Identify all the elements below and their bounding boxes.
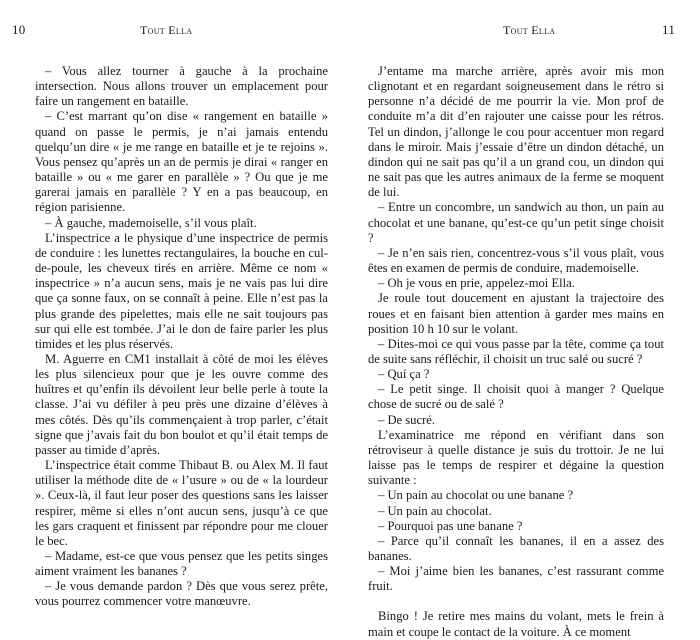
paragraph: – Entre un concombre, un sandwich au thon, un pain au chocolat et une banane, qu’est-ce qu’un petit singe choisit ?	[368, 200, 664, 245]
paragraph: – Un pain au chocolat.	[378, 503, 492, 518]
page-number: 11	[662, 22, 676, 37]
paragraph: L’inspectrice était comme Thibaut B. ou Alex M. Il faut utiliser la méthode dite de « l’usure » ou de « la lourdeur ». Ceux-là, il faut leur poser des questions sans les laisser respirer, même si elles n’ont aucun sens, jusqu’à ce que les gars craquent et finissent par répondre pour me clouer le bec.	[35, 458, 328, 548]
paragraph: – Madame, est-ce que vous pensez que les petits singes aiment vraiment les bananes ?	[35, 549, 328, 579]
paragraph: M. Aguerre en CM1 installait à côté de moi les élèves les plus silencieux pour que je les ouvre comme des huîtres et qu’enfin ils dévoilent leur belle perle à toute la classe. J’ai vu défiler à peu près une dizaine d’élèves à mes côtés. Dès qu’ils commençaient à trop parler, c’était signe que j’avais fait du bon boulot et qu’il était temps de passer au timide d’après.	[35, 351, 328, 457]
running-head: Tout Ella	[503, 23, 556, 37]
page-body	[368, 64, 664, 640]
paragraph: J’entame ma marche arrière, après avoir mis mon clignotant et en regardant soigneusement dans le rétro si personne n’a décidé de me pourrir la vie. Mon prof de conduite m’a dit d’en rajouter une caisse pour les rétros. Tel un dindon, j’allonge le cou pour accentuer mon regard dans le miroir. Mais j’essaie d’être un dindon détaché, un dindon qui ne sait pas qu’il a un grand cou, un dindon qui ne sait pas que les autres animaux de la ferme se moquent de lui.	[368, 64, 664, 200]
paragraph: – C’est marrant qu’on dise « rangement en bataille » quand on passe le permis, je n’ai jamais entendu quelqu’un dire « je me range en bataille et je te rejoins ». Vous pensez qu’après un an de permis je dirai « ranger en bataille » ou « me garer en parallèle » ? Ou que je me garerai jamais en parallèle ? Y en a pas beaucoup, en région parisienne.	[35, 109, 328, 215]
page-number: 10	[12, 22, 26, 37]
paragraph: – Je n’en sais rien, concentrez-vous s’il vous plaît, vous êtes en examen de permis de conduire, mademoiselle.	[368, 245, 664, 276]
paragraph: – De sucré.	[378, 412, 435, 427]
paragraph: – Quí ça ?	[378, 367, 430, 382]
paragraph: – Le petit singe. Il choisit quoi à manger ? Quelque chose de sucré ou de salé ?	[368, 382, 664, 412]
paragraph: – Pourquoi pas une banane ?	[378, 518, 523, 533]
paragraph: – Vous allez tourner à gauche à la prochaine intersection. Nous allons trouver un emplacement pour faire un rangement en bataille.	[35, 64, 328, 109]
paragraph: – Dites-moi ce qui vous passe par la tête, comme ça tout de suite sans réfléchir, il choisit un truc salé ou sucré ?	[368, 336, 664, 366]
paragraph: – Un pain au chocolat ou une banane ?	[378, 488, 574, 503]
paragraph: – Oh je vous en prie, appelez-moi Ella.	[378, 276, 575, 291]
paragraph: L’examinatrice me répond en vérifiant dans son rétroviseur à quelle distance je suis du trottoir. Je ne lui laisse pas le temps de respirer et dégaine la question suivante :	[368, 427, 664, 488]
paragraph: – Je vous demande pardon ? Dès que vous serez prête, vous pourrez commencer votre manœuvre.	[35, 579, 328, 609]
paragraph: Je roule tout doucement en ajustant la trajectoire des roues et en faisant bien attention à garder mes mains en position 10 h 10 sur le volant.	[368, 291, 664, 336]
running-head: Tout Ella	[140, 23, 193, 37]
paragraph: L’inspectrice a le physique d’une inspectrice de permis de conduire : les lunettes rectangulaires, la bouche en cul-de-poule, les cheveux tirés en arrière. Même ce nom « inspectrice » n’a aucun sens, mais je ne vais pas lui dire que ça sonne faux, on se connaît à peine. Elle n’est pas la plus grande des pipelettes, mais elle ne sait toujours pas sur qui elle est tombée. J’ai le don de faire parler les plus timides et les plus réservés.	[35, 230, 328, 351]
page-body	[35, 64, 328, 610]
paragraph: – Moi j’aime bien les bananes, c’est rassurant comme fruit.	[368, 564, 664, 594]
left-page	[0, 0, 350, 609]
paragraph: – À gauche, mademoiselle, s’il vous plaît.	[45, 215, 257, 230]
paragraph: – Parce qu’il connaît les bananes, il en a assez des bananes.	[368, 533, 664, 563]
right-page	[350, 0, 700, 639]
paragraph: Bingo ! Je retire mes mains du volant, mets le frein à main et coupe le contact de la voiture. À ce moment	[368, 609, 664, 639]
